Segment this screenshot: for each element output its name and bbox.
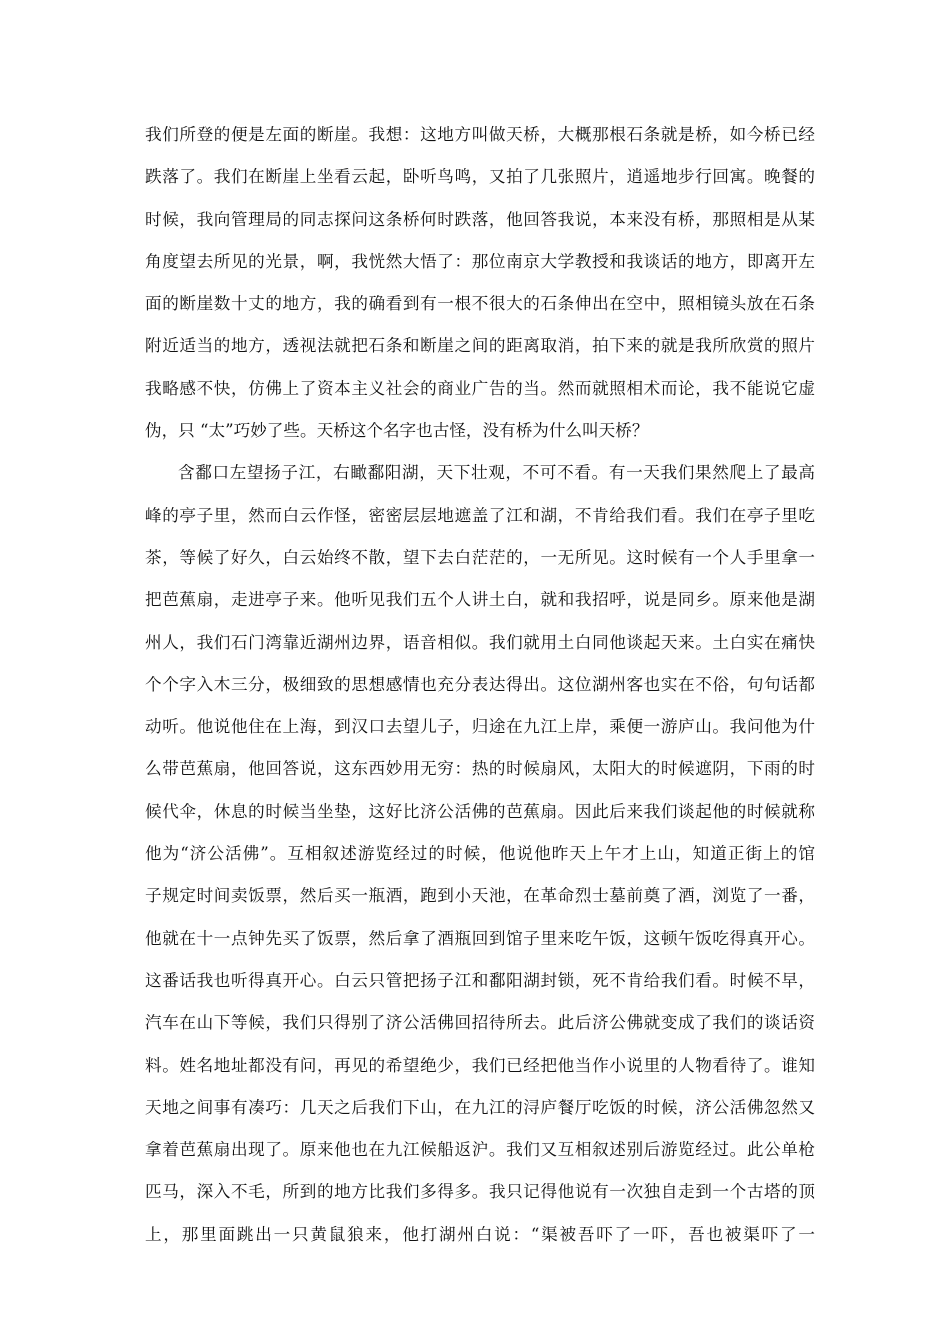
text-line: 把芭蕉扇，走进亭子来。他听见我们五个人讲土白，就和我招呼，说是同乡。原来他是湖 xyxy=(145,590,815,610)
body-text xyxy=(145,114,815,1256)
text-line: 时候，我向管理局的同志探问这条桥何时跌落，他回答我说，本来没有桥，那照相是从某 xyxy=(145,209,815,229)
text-line: 跌落了。我们在断崖上坐看云起，卧听鸟鸣，又拍了几张照片，逍遥地步行回寓。晚餐的 xyxy=(145,167,815,187)
text-line: 么带芭蕉扇，他回答说，这东西妙用无穷：热的时候扇风，太阳大的时候遮阴，下雨的时 xyxy=(145,759,815,779)
text-line: 他为“济公活佛”。互相叙述游览经过的时候，他说他昨天上午才上山，知道正街上的馆 xyxy=(145,844,815,864)
text-line: 面的断崖数十丈的地方，我的确看到有一根不很大的石条伸出在空中，照相镜头放在石条 xyxy=(145,294,815,314)
text-line: 角度望去所见的光景，啊，我恍然大悟了：那位南京大学教授和我谈话的地方，即离开左 xyxy=(145,251,815,271)
text-line: 候代伞，休息的时候当坐垫，这好比济公活佛的芭蕉扇。因此后来我们谈起他的时候就称 xyxy=(145,801,815,821)
text-line: 茶，等候了好久，白云始终不散，望下去白茫茫的，一无所见。这时候有一个人手里拿一 xyxy=(145,547,815,567)
text-line: 上，那里面跳出一只黄鼠狼来，他打湖州白说：“渠被吾吓了一吓，吾也被渠吓了一 xyxy=(145,1224,815,1244)
text-line: 料。姓名地址都没有问，再见的希望绝少，我们已经把他当作小说里的人物看待了。谁知 xyxy=(145,1055,815,1075)
text-line: 拿着芭蕉扇出现了。原来他也在九江候船返沪。我们又互相叙述别后游览经过。此公单枪 xyxy=(145,1140,815,1160)
text-line: 伪，只 “太”巧妙了些。天桥这个名字也古怪，没有桥为什么叫天桥？ xyxy=(145,421,649,441)
text-line: 峰的亭子里，然而白云作怪，密密层层地遮盖了江和湖，不肯给我们看。我们在亭子里吃 xyxy=(145,505,815,525)
text-line: 附近适当的地方，透视法就把石条和断崖之间的距离取消，拍下来的就是我所欣赏的照片 xyxy=(145,336,815,356)
text-line: 天地之间事有凑巧：几天之后我们下山，在九江的浔庐餐厅吃饭的时候，济公活佛忽然又 xyxy=(145,1097,815,1117)
text-line: 个个字入木三分，极细致的思想感情也充分表达得出。这位湖州客也实在不俗，句句话都 xyxy=(145,674,815,694)
text-line: 州人，我们石门湾靠近湖州边界，语音相似。我们就用土白同他谈起天来。土白实在痛快 xyxy=(145,632,815,652)
paragraph-first-line: 含鄱口左望扬子江，右瞰鄱阳湖，天下壮观，不可不看。有一天我们果然爬上了最高 xyxy=(178,463,815,483)
text-line: 匹马，深入不毛，所到的地方比我们多得多。我只记得他说有一次独自走到一个古塔的顶 xyxy=(145,1182,815,1202)
text-line: 汽车在山下等候，我们只得别了济公活佛回招待所去。此后济公佛就变成了我们的谈话资 xyxy=(145,1013,815,1033)
text-line: 我们所登的便是左面的断崖。我想：这地方叫做天桥，大概那根石条就是桥，如今桥已经 xyxy=(145,125,815,144)
text-line: 他就在十一点钟先买了饭票，然后拿了酒瓶回到馆子里来吃午饭，这顿午饭吃得真开心。 xyxy=(145,928,815,948)
text-line: 子规定时间卖饭票，然后买一瓶酒，跑到小天池，在革命烈士墓前奠了酒，浏览了一番， xyxy=(145,886,815,906)
text-line: 我略感不快，仿佛上了资本主义社会的商业广告的当。然而就照相术而论，我不能说它虚 xyxy=(145,378,815,398)
text-line: 动听。他说他住在上海，到汉口去望儿子，归途在九江上岸，乘便一游庐山。我问他为什 xyxy=(145,717,815,737)
text-line: 这番话我也听得真开心。白云只管把扬子江和鄱阳湖封锁，死不肯给我们看。时候不早， xyxy=(145,970,815,990)
